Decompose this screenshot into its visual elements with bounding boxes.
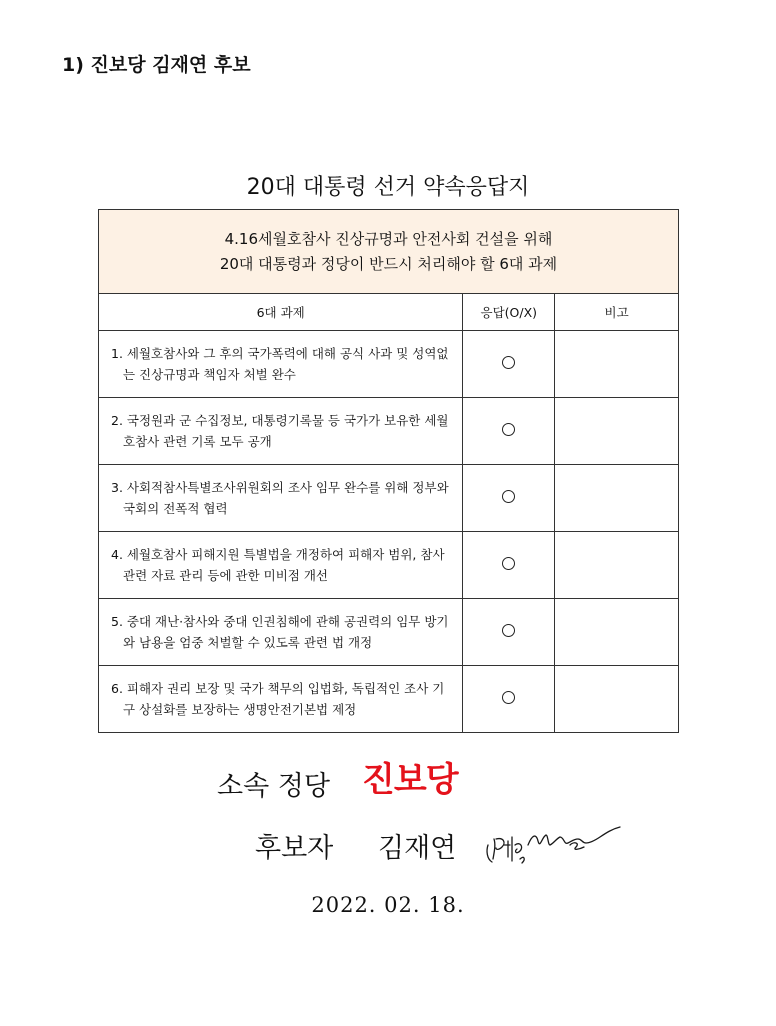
circle-o-mark [502, 356, 515, 369]
note-cell [555, 532, 679, 599]
form-title: 20대 대통령 선거 약속응답지 [246, 175, 530, 200]
table-row [99, 666, 679, 733]
note-cell [555, 398, 679, 465]
response-cell [463, 666, 555, 733]
banner-cell [99, 210, 679, 294]
table-row [99, 331, 679, 398]
handwritten-signature [484, 815, 624, 867]
circle-o-mark [502, 557, 515, 570]
response-cell [463, 331, 555, 398]
party-logo: 진보당 [362, 760, 458, 800]
column-header-task: 6대 과제 [99, 294, 463, 331]
task-cell [99, 532, 463, 599]
response-cell [463, 398, 555, 465]
pledge-table [98, 209, 679, 733]
section-heading: 1) 진보당 김재연 후보 [62, 54, 251, 76]
candidate-label: 후보자 [255, 833, 334, 864]
circle-o-mark [502, 423, 515, 436]
task-cell [99, 599, 463, 666]
circle-o-mark [502, 691, 515, 704]
banner-line-2: 20대 대통령과 정당이 반드시 처리해야 할 6대 과제 [219, 254, 558, 273]
task-text: 3. 사회적참사특별조사위원회의 조사 임무 완수를 위해 정부와 국회의 전폭적 협력 [111, 480, 449, 516]
response-cell [463, 532, 555, 599]
task-cell [99, 666, 463, 733]
table-row [99, 398, 679, 465]
response-cell [463, 465, 555, 532]
column-header-row [99, 294, 679, 331]
table-row [99, 599, 679, 666]
table-row [99, 465, 679, 532]
table-row [99, 532, 679, 599]
candidate-name: 김재연 [378, 833, 457, 864]
task-cell [99, 331, 463, 398]
response-cell [463, 599, 555, 666]
circle-o-mark [502, 624, 515, 637]
document-date: 2022. 02. 18. [311, 893, 465, 917]
banner-line-1: 4.16세월호참사 진상규명과 안전사회 건설을 위해 [224, 229, 553, 248]
note-cell [555, 599, 679, 666]
note-cell [555, 666, 679, 733]
banner-row [99, 210, 679, 294]
task-text: 5. 중대 재난·참사와 중대 인권침해에 관해 공권력의 임무 방기와 남용을 엄중 처벌할 수 있도록 관련 법 개정 [111, 614, 449, 650]
circle-o-mark [502, 490, 515, 503]
task-text: 2. 국정원과 군 수집정보, 대통령기록물 등 국가가 보유한 세월호참사 관련 기록 모두 공개 [111, 413, 449, 449]
column-header-note: 비고 [555, 294, 679, 331]
party-label: 소속 정당 [217, 771, 330, 802]
task-cell [99, 398, 463, 465]
note-cell [555, 331, 679, 398]
task-text: 6. 피해자 권리 보장 및 국가 책무의 입법화, 독립적인 조사 기구 상설화를 보장하는 생명안전기본법 제정 [111, 681, 445, 717]
column-header-response: 응답(O/X) [463, 294, 555, 331]
task-text: 4. 세월호참사 피해지원 특별법을 개정하여 피해자 범위, 참사 관련 자료 관리 등에 관한 미비점 개선 [111, 547, 445, 583]
task-cell [99, 465, 463, 532]
task-text: 1. 세월호참사와 그 후의 국가폭력에 대해 공식 사과 및 성역없는 진상규명과 책임자 처벌 완수 [111, 346, 449, 382]
note-cell [555, 465, 679, 532]
